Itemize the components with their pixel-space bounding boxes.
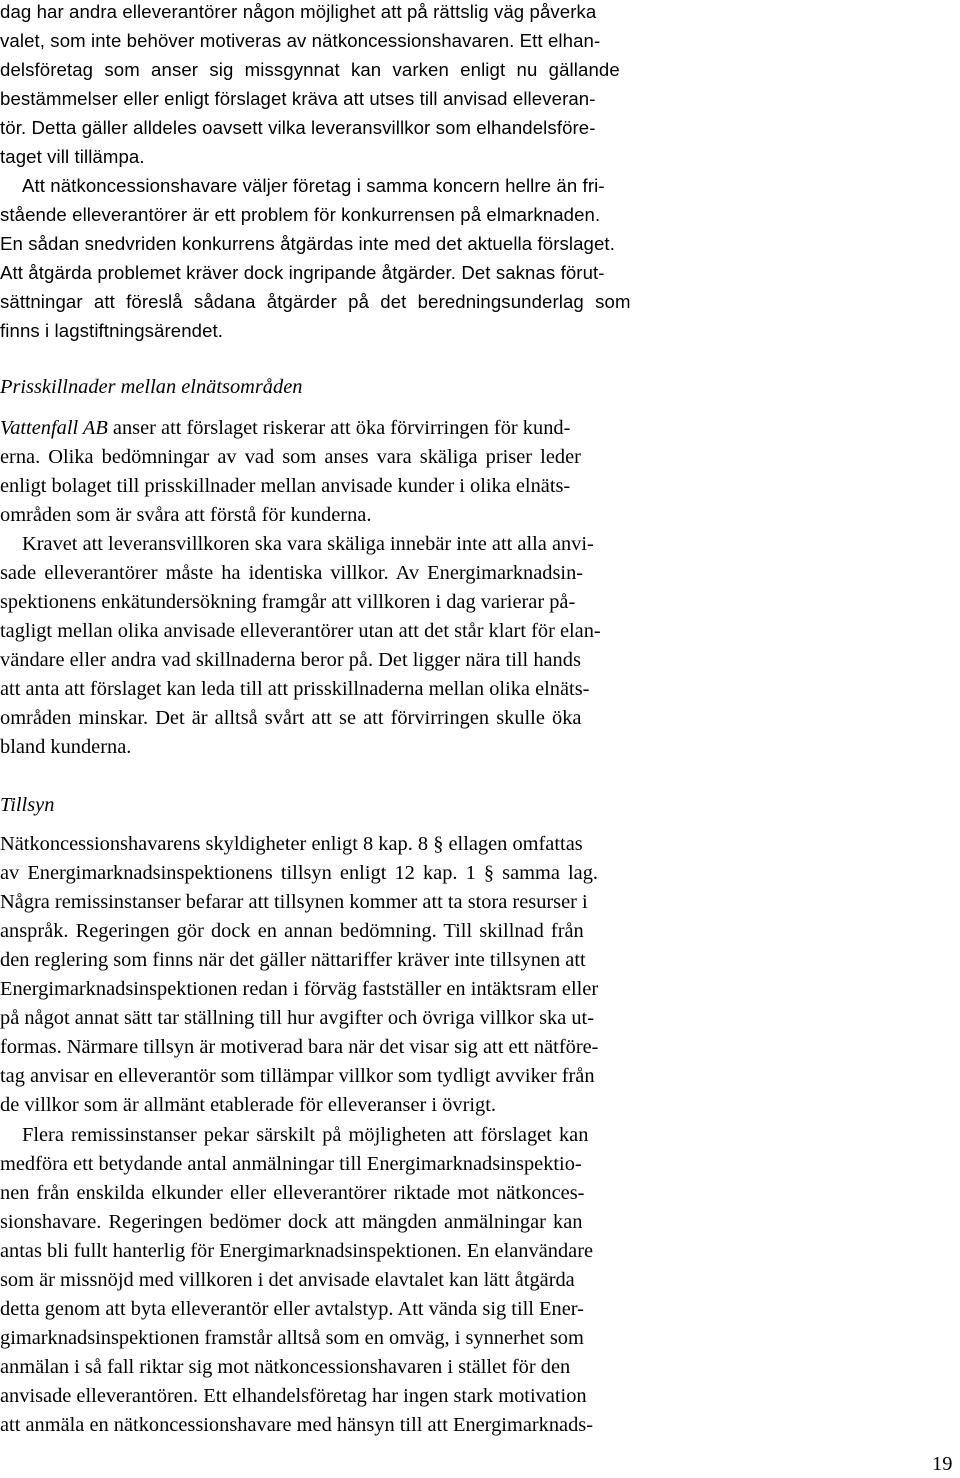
paragraph-6-line: medföra ett betydande antal anmälningar till Energimarknadsinspektio-: [0, 1153, 582, 1175]
paragraph-4-line: vändare eller andra vad skillnaderna beror på. Det ligger nära till hands: [0, 649, 581, 671]
paragraph-6-line: sionshavare. Regeringen bedömer dock att mängden anmälningar kan: [0, 1211, 583, 1233]
paragraph-2-sentence: Att åtgärda problemet kräver dock ingripande åtgärder.: [0, 262, 462, 283]
paragraph-1-line: valet, som inte behöver motiveras av nätkoncessionshavaren. Ett elhan-: [0, 30, 601, 51]
paragraph-1-line: taget vill tillämpa.: [0, 146, 145, 167]
paragraph-5-line: de villkor som är allmänt etablerade för elleveranser i övrigt.: [0, 1094, 496, 1116]
paragraph-5-line: anspråk. Regeringen gör dock en annan bedömning. Till skillnad från: [0, 920, 584, 942]
paragraph-4-line: bland kunderna.: [0, 736, 132, 758]
paragraph-3-line: områden som är svåra att förstå för kunderna.: [0, 504, 372, 526]
paragraph-4-line: Kravet att leveransvillkoren ska vara skäliga innebär inte att alla anvi-: [22, 533, 594, 555]
paragraph-2: [0, 171, 745, 345]
paragraph-6-line: anvisade elleverantören. Ett elhandelsföretag har ingen stark motivation: [0, 1385, 587, 1407]
paragraph-5-line: formas. Närmare tillsyn är motiverad bara när det visar sig att ett nätföre-: [0, 1036, 599, 1058]
paragraph-4-line: sade elleverantörer måste ha identiska villkor. Av Energimarknadsin-: [0, 562, 584, 584]
paragraph-6-line: som är missnöjd med villkoren i det anvisade elavtalet kan lätt åtgärda: [0, 1269, 575, 1291]
paragraph-6-line: antas bli fullt hanterlig för Energimarknadsinspektionen. En elanvändare: [0, 1240, 594, 1262]
paragraph-6-line: gimarknadsinspektionen framstår alltså som en omväg, i synnerhet som: [0, 1327, 584, 1349]
paragraph-5-line: av Energimarknadsinspektionens tillsyn enligt 12 kap. 1 § samma lag.: [0, 862, 599, 884]
paragraph-6-line: detta genom att byta elleverantör eller avtalstyp. Att vända sig till Ener-: [0, 1298, 584, 1320]
paragraph-1: [0, 0, 745, 171]
page-number: 19: [932, 1453, 953, 1475]
paragraph-1-line: bestämmelser eller enligt förslaget kräva att utses till anvisad elleveran-: [0, 88, 596, 109]
paragraph-3-text: anser att förslaget riskerar att öka förvirringen för kund-: [107, 417, 571, 439]
paragraph-4-line: områden minskar. Det är alltså svårt att se att förvirringen skulle öka: [0, 707, 582, 729]
paragraph-6-line: Flera remissinstanser pekar särskilt på möjligheten att förslaget kan: [22, 1124, 589, 1146]
paragraph-6: [0, 1121, 745, 1440]
paragraph-2-line: [0, 258, 745, 287]
paragraph-5-line: Några remissinstanser befarar att tillsynen kommer att ta stora resurser i: [0, 891, 588, 913]
paragraph-2-sentence: Det saknas förut-: [461, 262, 605, 283]
paragraph-6-line: anmälan i så fall riktar sig mot nätkoncessionshavaren i stället för den: [0, 1356, 571, 1378]
paragraph-2-line: Att nätkoncessionshavare väljer företag i samma koncern hellre än fri-: [22, 175, 605, 196]
paragraph-2-line: stående elleverantörer är ett problem för konkurrensen på elmarknaden.: [0, 204, 601, 225]
paragraph-3: [0, 414, 745, 530]
paragraph-2-line: sättningar att föreslå sådana åtgärder på det beredningsunderlag som: [0, 291, 631, 312]
paragraph-4-line: att anta att förslaget kan leda till att prisskillnaderna mellan olika elnäts-: [0, 678, 590, 700]
paragraph-1-line: dag har andra elleverantörer någon möjlighet att på rättslig väg påverka: [0, 1, 597, 22]
paragraph-5-line: Energimarknadsinspektionen redan i förväg fastställer en intäktsram eller: [0, 978, 599, 1000]
paragraph-4: [0, 530, 745, 762]
paragraph-6-line: att anmäla en nätkoncessionshavare med hänsyn till att Energimarknads-: [0, 1414, 594, 1436]
organization-name: Vattenfall AB: [0, 417, 108, 439]
paragraph-4-line: spektionens enkätundersökning framgår att villkoren i dag varierar på-: [0, 591, 576, 613]
paragraph-5-line: tag anvisar en elleverantör som tillämpar villkor som tydligt avviker från: [0, 1065, 595, 1087]
paragraph-4-line: tagligt mellan olika anvisade elleverantörer utan att det står klart för elan-: [0, 620, 601, 642]
section-heading-tillsyn: Tillsyn: [0, 794, 55, 816]
paragraph-2-line: En sådan snedvriden konkurrens åtgärdas inte med det aktuella förslaget.: [0, 233, 615, 254]
paragraph-5-line: den reglering som finns när det gäller nättariffer kräver inte tillsynen att: [0, 949, 586, 971]
paragraph-5: [0, 830, 745, 1120]
paragraph-6-line: nen från enskilda elkunder eller elleverantörer riktade mot nätkonces-: [0, 1182, 585, 1204]
paragraph-1-line: tör. Detta gäller alldeles oavsett vilka leveransvillkor som elhandelsföre-: [0, 117, 596, 138]
paragraph-3-line: [0, 414, 745, 443]
section-heading-prisskillnader: Prisskillnader mellan elnätsområden: [0, 376, 303, 398]
paragraph-5-line: på något annat sätt tar ställning till hur avgifter och övriga villkor ska ut-: [0, 1007, 595, 1029]
paragraph-3-line: erna. Olika bedömningar av vad som anses vara skäliga priser leder: [0, 446, 581, 468]
paragraph-2-line: finns i lagstiftningsärendet.: [0, 320, 224, 341]
paragraph-3-line: enligt bolaget till prisskillnader mellan anvisade kunder i olika elnäts-: [0, 475, 571, 497]
paragraph-5-line: Nätkoncessionshavarens skyldigheter enligt 8 kap. 8 § ellagen omfattas: [0, 833, 583, 855]
paragraph-1-line: delsföretag som anser sig missgynnat kan varken enligt nu gällande: [0, 59, 620, 80]
